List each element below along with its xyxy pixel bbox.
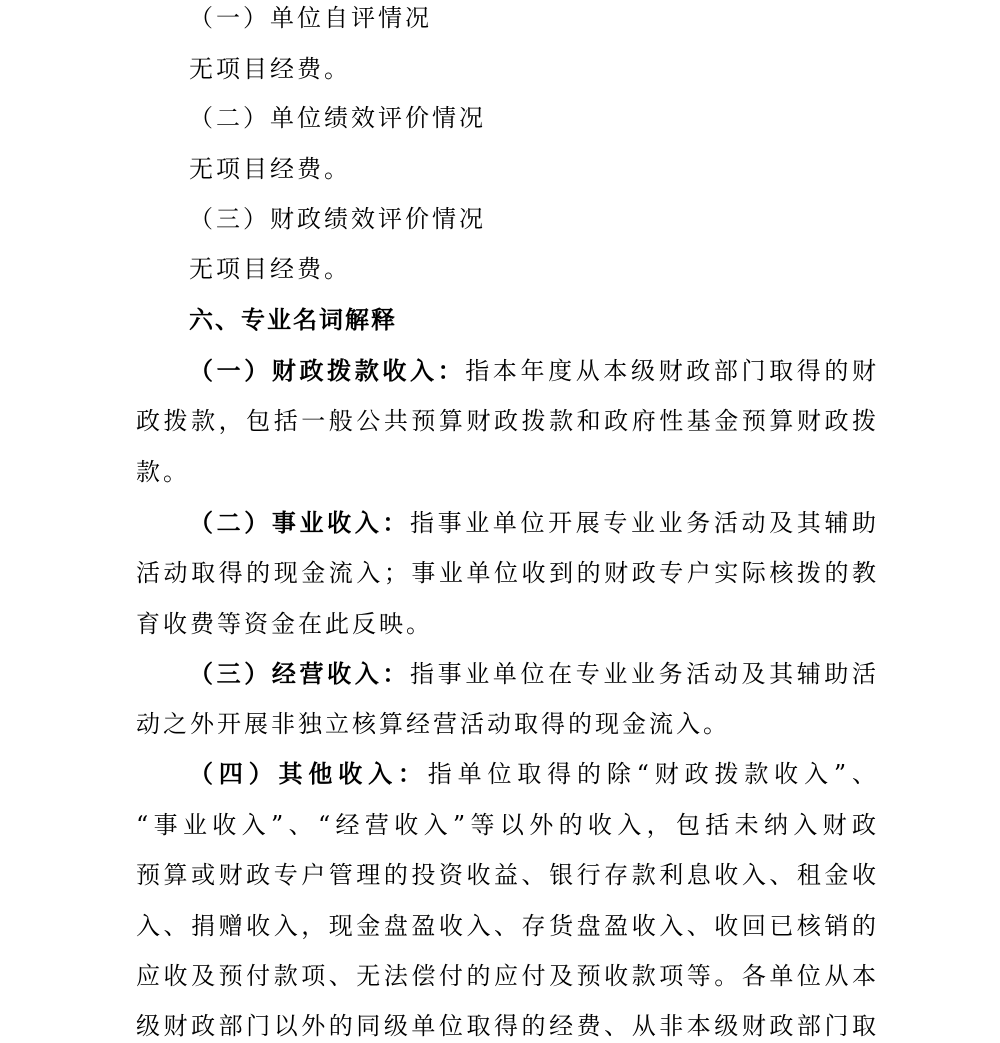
glossary-definition-line: 指本年度从本级财政部门取得的财 [465,357,876,385]
glossary-paragraph-business-income [189,507,876,539]
glossary-term: （三）经营收入： [189,659,410,688]
section-title-unit-performance-evaluation: （二）单位绩效评价情况 [189,104,486,132]
section-body-unit-self-evaluation: 无项目经费。 [189,55,351,83]
glossary-term: （四）其他收入： [189,759,428,788]
section-title-unit-self-evaluation: （一）单位自评情况 [189,4,432,32]
glossary-paragraph-other-income [189,758,876,790]
glossary-definition-line: 育收费等资金在此反映。 [136,610,433,638]
section-body-fiscal-performance-evaluation: 无项目经费。 [189,255,351,283]
glossary-definition-line: 指事业单位在专业业务活动及其辅助活 [410,660,876,688]
section-title-fiscal-performance-evaluation: （三）财政绩效评价情况 [189,205,486,233]
chapter-title-glossary: 六、专业名词解释 [189,306,397,334]
glossary-definition-line: 政拨款，包括一般公共预算财政拨款和政府性基金预算财政拨 [136,407,876,435]
glossary-paragraph-fiscal-appropriation [189,355,876,387]
glossary-definition-line: 动之外开展非独立核算经营活动取得的现金流入。 [136,710,730,738]
glossary-definition-line: 指事业单位开展专业业务活动及其辅助 [410,509,876,537]
glossary-definition-line: 款。 [136,458,190,486]
section-body-unit-performance-evaluation: 无项目经费。 [189,155,351,183]
glossary-definition-line: 活动取得的现金流入；事业单位收到的财政专户实际核拨的教 [136,559,876,587]
glossary-term: （一）财政拨款收入： [189,356,466,385]
glossary-definition-line: 级财政部门以外的同级单位取得的经费、从非本级财政部门取 [136,1012,876,1040]
glossary-definition-line: 应收及预付款项、无法偿付的应付及预收款项等。各单位从本 [136,962,876,990]
glossary-definition-line: 指单位取得的除“财政拨款收入”、 [427,760,876,788]
glossary-definition-line: “事业收入”、“经营收入”等以外的收入，包括未纳入财政 [136,811,876,839]
glossary-definition-line: 入、捐赠收入，现金盘盈收入、存货盘盈收入、收回已核销的 [136,912,876,940]
glossary-definition-line: 预算或财政专户管理的投资收益、银行存款利息收入、租金收 [136,861,876,889]
glossary-paragraph-operating-income [189,658,876,690]
glossary-term: （二）事业收入： [189,508,410,537]
